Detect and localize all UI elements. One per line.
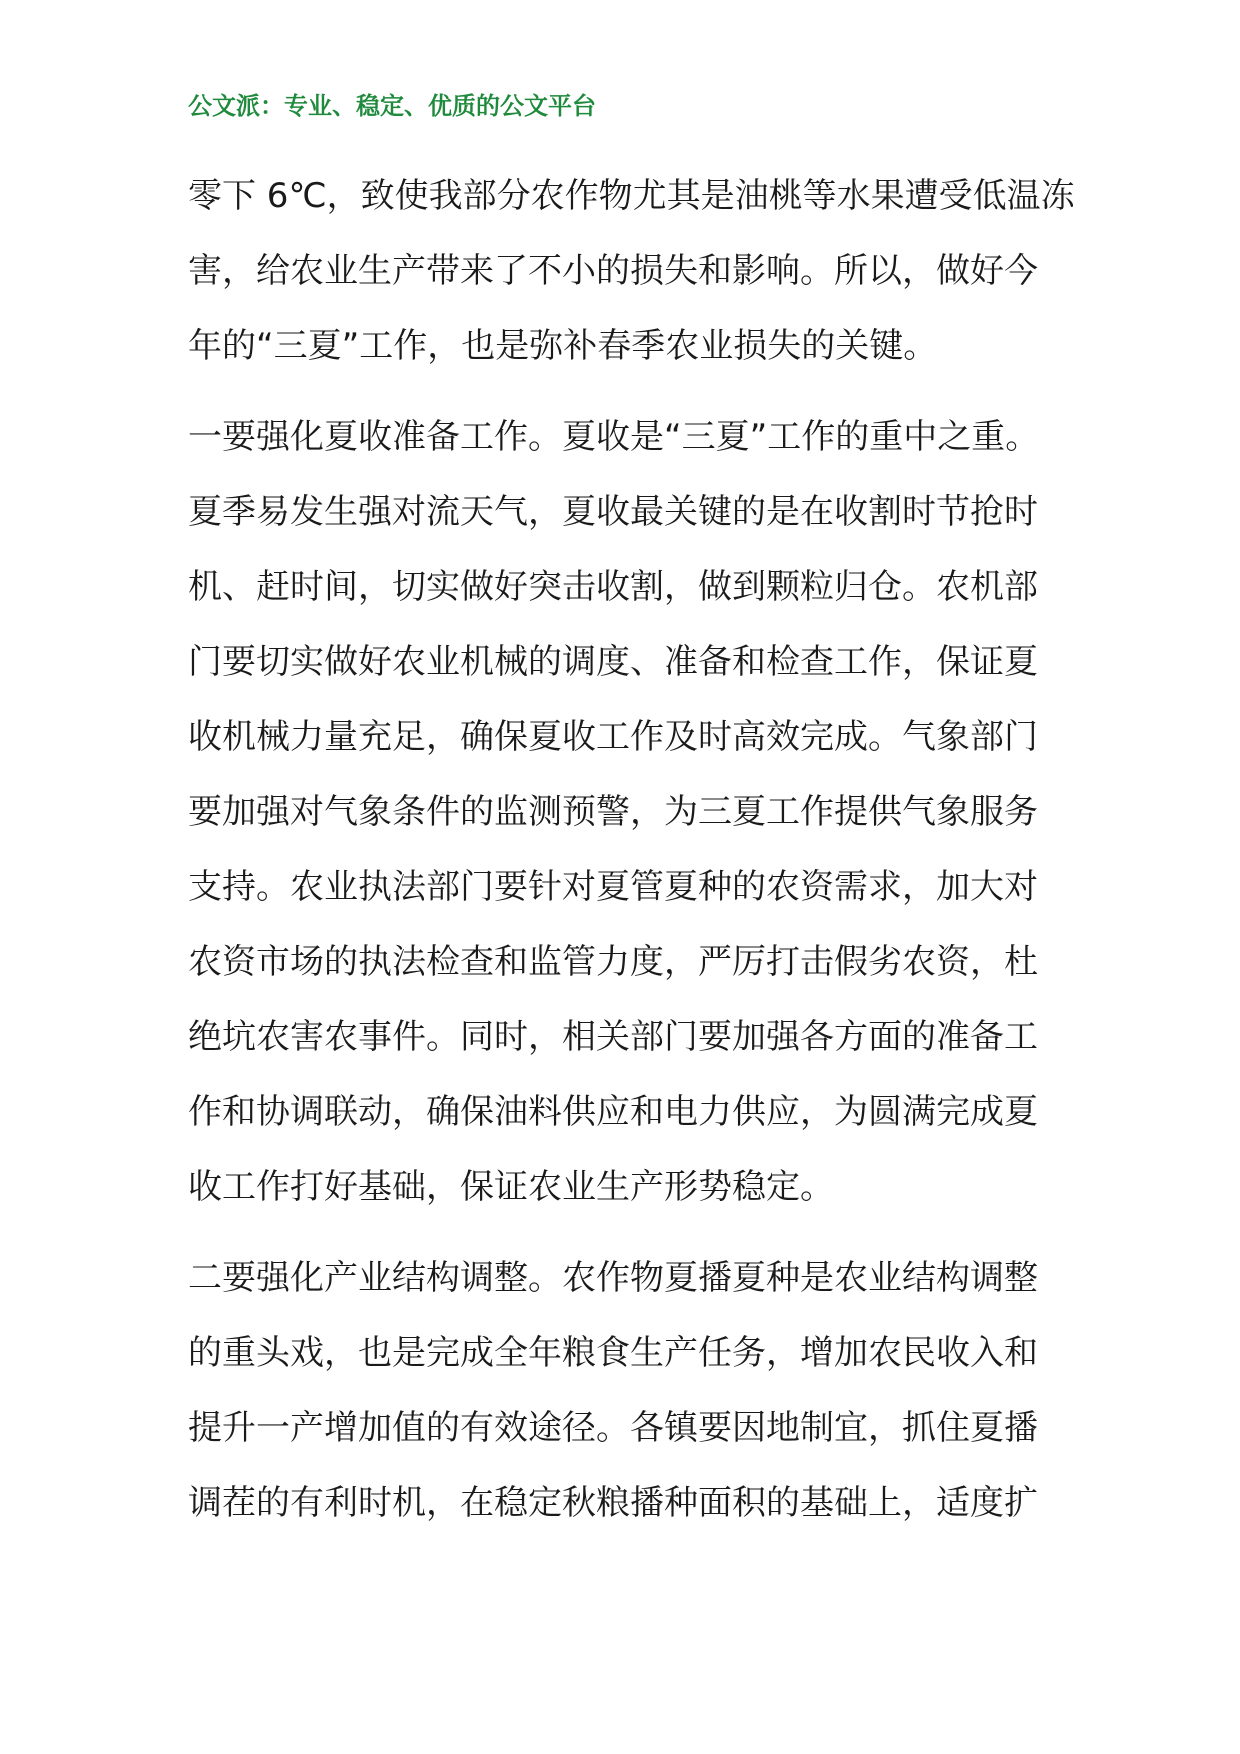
text-line: 收工作打好基础，保证农业生产形势稳定。 bbox=[188, 1167, 834, 1207]
text-line: 一要强化夏收准备工作。夏收是“三夏”工作的重中之重。 bbox=[188, 417, 1040, 457]
text-line: 门要切实做好农业机械的调度、准备和检查工作，保证夏 bbox=[188, 642, 1038, 682]
text-line: 调茬的有利时机，在稳定秋粮播种面积的基础上，适度扩 bbox=[188, 1483, 1038, 1523]
text-line: 农资市场的执法检查和监管力度，严厉打击假劣农资，杜 bbox=[188, 942, 1038, 982]
paragraph-gap bbox=[188, 1232, 1058, 1248]
text-line: 支持。农业执法部门要针对夏管夏种的农资需求，加大对 bbox=[188, 867, 1038, 907]
text-line: 收机械力量充足，确保夏收工作及时高效完成。气象部门 bbox=[188, 717, 1038, 757]
paragraph-3 bbox=[188, 1248, 1058, 1548]
text-line: 害，给农业生产带来了不小的损失和影响。所以，做好今 bbox=[188, 251, 1038, 291]
text-line: 作和协调联动，确保油料供应和电力供应，为圆满完成夏 bbox=[188, 1092, 1038, 1132]
text-line: 零下 6℃，致使我部分农作物尤其是油桃等水果遭受低温冻 bbox=[188, 176, 1075, 216]
text-line: 夏季易发生强对流天气，夏收最关键的是在收割时节抢时 bbox=[188, 492, 1038, 532]
text-line: 要加强对气象条件的监测预警，为三夏工作提供气象服务 bbox=[188, 792, 1038, 832]
text-line: 的重头戏，也是完成全年粮食生产任务，增加农民收入和 bbox=[188, 1333, 1038, 1373]
paragraph-1 bbox=[188, 166, 1075, 391]
text-line: 二要强化产业结构调整。农作物夏播夏种是农业结构调整 bbox=[188, 1258, 1038, 1298]
text-line: 机、赶时间，切实做好突击收割，做到颗粒归仓。农机部 bbox=[188, 567, 1038, 607]
text-line: 年的“三夏”工作，也是弥补春季农业损失的关键。 bbox=[188, 326, 938, 366]
paragraph-2 bbox=[188, 407, 1058, 1232]
paragraph-gap bbox=[188, 391, 1058, 407]
text-line: 提升一产增加值的有效途径。各镇要因地制宜，抓住夏播 bbox=[188, 1408, 1038, 1448]
document-body bbox=[188, 166, 1075, 1548]
header-title: 公文派：专业、稳定、优质的公文平台 bbox=[188, 92, 596, 120]
text-line: 绝坑农害农事件。同时，相关部门要加强各方面的准备工 bbox=[188, 1017, 1038, 1057]
